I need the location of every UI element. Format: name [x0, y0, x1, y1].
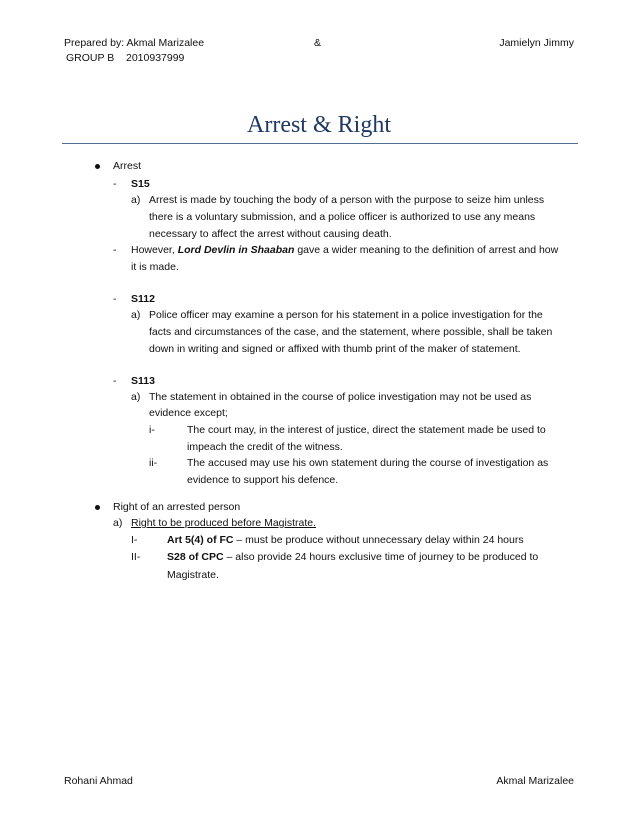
- s113-ii-line1: The accused may use his own statement during the course of investigation as: [187, 457, 549, 469]
- s15-label: S15: [131, 178, 150, 190]
- footer-right: Akmal Marizalee: [496, 775, 574, 787]
- dash-marker: -: [113, 293, 117, 305]
- however-line1: However, Lord Devlin in Shaaban gave a wider meaning to the definition of arrest and how: [131, 244, 559, 256]
- list-marker: II-: [131, 551, 141, 563]
- s112-a-line2: facts and circumstances of the case, and the statement, where possible, shall be taken: [149, 326, 553, 338]
- s113-i-line1: The court may, in the interest of justice, direct the statement made be used to: [187, 424, 546, 436]
- list-marker: i-: [149, 424, 155, 436]
- title-divider: [62, 143, 578, 144]
- list-marker: a): [131, 391, 141, 403]
- s112-label: S112: [131, 293, 155, 305]
- list-marker: I-: [131, 534, 138, 546]
- list-marker: a): [131, 309, 141, 321]
- s113-i-line2: impeach the credit of the witness.: [187, 441, 343, 453]
- rights-II-line2: Magistrate.: [167, 569, 219, 581]
- rights-I-line: Art 5(4) of FC – must be produce without unnecessary delay within 24 hours: [167, 534, 524, 546]
- s15-a-line1: Arrest is made by touching the body of a person with the purpose to seize him unless: [149, 194, 545, 206]
- rights-bullet-label: Right of an arrested person: [113, 501, 241, 513]
- list-marker: a): [113, 517, 123, 529]
- arrest-bullet-label: Arrest: [113, 160, 142, 172]
- list-marker: ii-: [149, 457, 158, 469]
- s113-label: S113: [131, 375, 155, 387]
- header-prepared-by: Prepared by: Akmal Marizalee: [64, 37, 205, 49]
- dash-marker: -: [113, 244, 117, 256]
- rights-a-heading: Right to be produced before Magistrate.: [131, 517, 317, 529]
- rights-II-line1: S28 of CPC – also provide 24 hours exclusive time of journey to be produced to: [167, 551, 539, 563]
- s113-a-line2: evidence except;: [149, 407, 228, 419]
- page-title: Arrest & Right: [247, 112, 391, 138]
- bullet-dot: [95, 505, 100, 510]
- s112-a-line1: Police officer may examine a person for his statement in a police investigation for the: [149, 309, 543, 321]
- s113-ii-line2: evidence to support his defence.: [187, 474, 339, 486]
- list-marker: a): [131, 194, 141, 206]
- header-co-author: Jamielyn Jimmy: [499, 37, 574, 49]
- dash-marker: -: [113, 375, 117, 387]
- header-ampersand: &: [314, 37, 322, 49]
- case-name: Lord Devlin in Shaaban: [177, 244, 295, 256]
- s15-a-line3: necessary to affect the arrest without causing death.: [149, 228, 392, 240]
- header-group: GROUP B: [66, 52, 115, 64]
- header-id-number: 2010937999: [126, 52, 185, 64]
- s113-a-line1: The statement in obtained in the course of police investigation may not be used as: [149, 391, 532, 403]
- s112-a-line3: down in writing and signed or affixed with thumb print of the maker of statement.: [149, 343, 521, 355]
- dash-marker: -: [113, 178, 117, 190]
- s15-a-line2: there is a voluntary submission, and a police officer is authorized to use any means: [149, 211, 536, 223]
- footer-left: Rohani Ahmad: [64, 775, 133, 787]
- bullet-dot: [95, 164, 100, 169]
- however-line2: it is made.: [131, 261, 179, 273]
